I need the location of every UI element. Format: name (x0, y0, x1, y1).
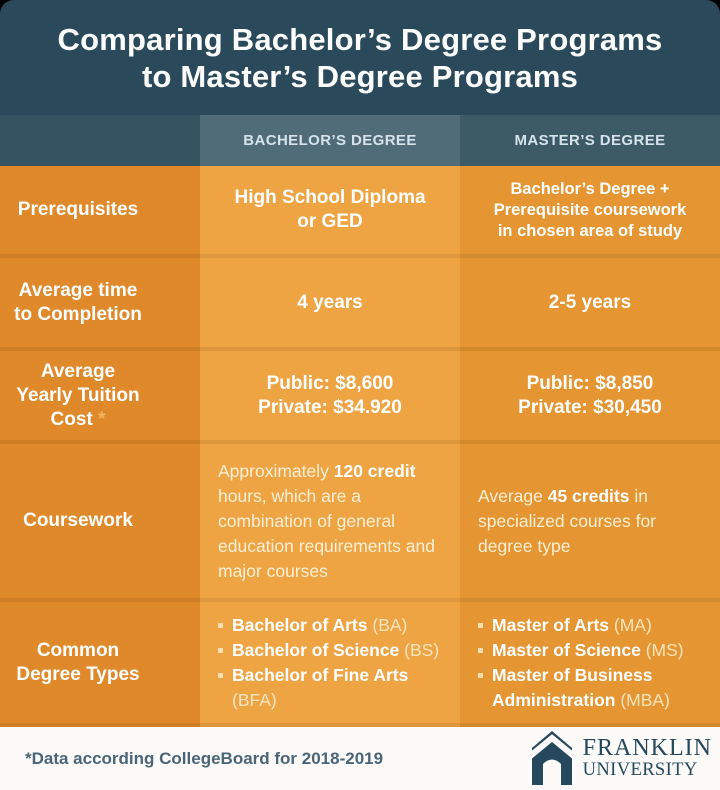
footer (0, 727, 720, 790)
title-band (0, 0, 720, 115)
row-time-to-completion (0, 258, 720, 351)
list-item: Bachelor of Fine Arts (BFA) (218, 663, 446, 713)
cell-prerequisites-bachelor: High School Diploma or GED (200, 166, 460, 258)
row-label-time: Average time to Completion (0, 258, 200, 351)
cell-coursework-bachelor: Approximately 120 credit hours, which are a combination of general education requirements and major courses (200, 444, 460, 602)
master-degree-list (478, 613, 706, 713)
row-prerequisites (0, 166, 720, 258)
list-item: Master of Science (MS) (478, 638, 706, 663)
cell-prerequisites-master: Bachelor’s Degree + Prerequisite coursework in chosen area of study (460, 166, 720, 258)
page-title-line1: Comparing Bachelor’s Degree Programs (57, 21, 663, 57)
row-degree-types (0, 602, 720, 727)
column-header-master: MASTER’S DEGREE (460, 115, 720, 166)
comparison-table (0, 166, 720, 727)
cell-tuition-master: Public: $8,850 Private: $30,450 (460, 351, 720, 444)
list-item: Bachelor of Science (BS) (218, 638, 446, 663)
cell-coursework-master: Average 45 credits in specialized courses for degree type (460, 444, 720, 602)
row-tuition-cost (0, 351, 720, 444)
list-item: Master of Arts (MA) (478, 613, 706, 638)
column-header-row (0, 115, 720, 166)
row-label-degree-types: Common Degree Types (0, 602, 200, 727)
cell-tuition-bachelor: Public: $8,600 Private: $34.920 (200, 351, 460, 444)
list-item: Bachelor of Arts (BA) (218, 613, 446, 638)
logo-wordmark-secondary: UNIVERSITY (582, 760, 698, 780)
cell-degree-types-bachelor (200, 602, 460, 727)
franklin-university-logo (530, 728, 712, 790)
column-header-bachelor: BACHELOR’S DEGREE (200, 115, 460, 166)
row-label-coursework: Coursework (0, 444, 200, 602)
column-header-spacer (0, 115, 200, 166)
row-coursework (0, 444, 720, 602)
logo-wordmark-primary: FRANKLIN (582, 735, 712, 761)
page-title-line2: to Master’s Degree Programs (141, 58, 579, 94)
bachelor-degree-list (218, 613, 446, 713)
cell-time-master: 2-5 years (460, 258, 720, 351)
tuition-footnote-asterisk: * (98, 408, 106, 430)
row-label-tuition: Average Yearly Tuition Cost * (0, 351, 200, 444)
franklin-arch-icon (530, 728, 574, 790)
data-source-note: *Data according CollegeBoard for 2018-2019 (25, 748, 384, 768)
cell-degree-types-master (460, 602, 720, 727)
cell-time-bachelor: 4 years (200, 258, 460, 351)
list-item: Master of Business Administration (MBA) (478, 663, 706, 713)
row-label-prerequisites: Prerequisites (0, 166, 200, 258)
